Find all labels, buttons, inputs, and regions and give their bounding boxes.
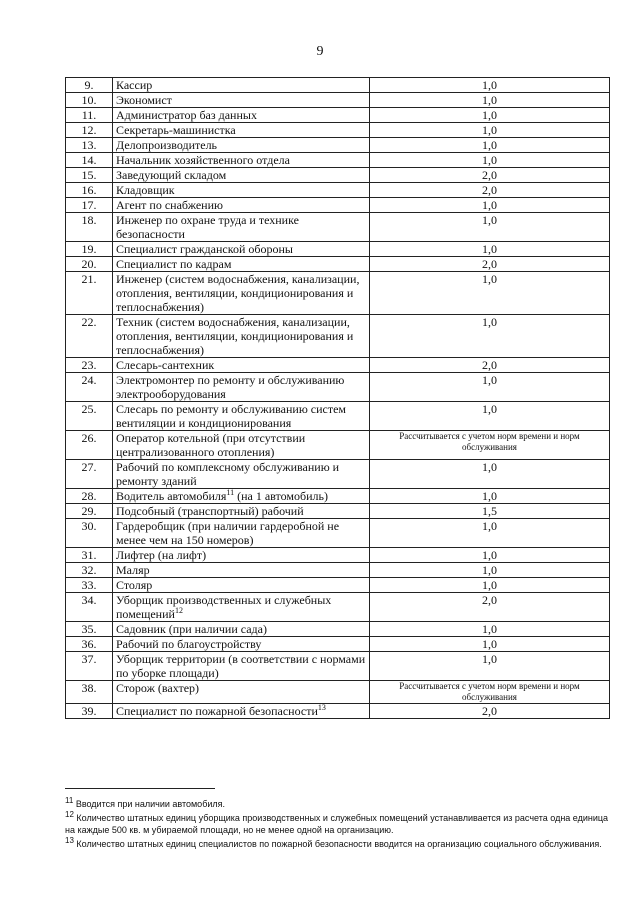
table-row	[66, 652, 610, 681]
position-name	[113, 402, 370, 431]
footnote-ref: 13	[317, 703, 326, 712]
staff-units-value: 1,0	[370, 548, 610, 563]
position-name	[113, 431, 370, 460]
position-name-text: Рабочий по благоустройству	[116, 637, 262, 651]
row-number: 24.	[66, 373, 113, 402]
table-row	[66, 168, 610, 183]
position-name	[113, 272, 370, 315]
position-name-text: Лифтер (на лифт)	[116, 548, 207, 562]
position-name	[113, 242, 370, 257]
position-name	[113, 123, 370, 138]
position-name-text: Гардеробщик (при наличии гардеробной не менее чем на 150 номеров)	[116, 519, 340, 547]
table-row	[66, 272, 610, 315]
position-name	[113, 183, 370, 198]
staff-units-value: 1,0	[370, 123, 610, 138]
position-name	[113, 257, 370, 272]
position-name-text: Специалист по кадрам	[116, 257, 232, 271]
staff-units-value: 2,0	[370, 183, 610, 198]
position-name	[113, 78, 370, 93]
position-name	[113, 489, 370, 504]
row-number: 23.	[66, 358, 113, 373]
staff-units-value: 2,0	[370, 168, 610, 183]
position-name	[113, 153, 370, 168]
footnote	[65, 812, 610, 836]
position-name-text: Подсобный (транспортный) рабочий	[116, 504, 304, 518]
staff-units-value: 1,0	[370, 563, 610, 578]
table-row	[66, 93, 610, 108]
position-name	[113, 198, 370, 213]
row-number: 9.	[66, 78, 113, 93]
table-row	[66, 622, 610, 637]
row-number: 28.	[66, 489, 113, 504]
position-name-text: Слесарь по ремонту и обслуживанию систем вентиляции и кондиционирования	[116, 402, 347, 430]
footnote-ref: 12	[174, 606, 183, 615]
staff-units-value: 1,0	[370, 242, 610, 257]
footnote-text: Количество штатных единиц специалистов по пожарной безопасности вводится на организацию социального обслуживания.	[73, 839, 602, 849]
row-number: 31.	[66, 548, 113, 563]
staff-units-value: 1,0	[370, 153, 610, 168]
row-number: 15.	[66, 168, 113, 183]
table-row	[66, 593, 610, 622]
staff-units-value: 1,0	[370, 213, 610, 242]
position-name-text: Оператор котельной (при отсутствии централизованного отопления)	[116, 431, 306, 459]
table-row	[66, 153, 610, 168]
staff-units-value: 1,0	[370, 460, 610, 489]
position-name-text: Специалист гражданской обороны	[116, 242, 293, 256]
position-name	[113, 519, 370, 548]
position-name	[113, 168, 370, 183]
table-row	[66, 138, 610, 153]
position-name-text: Электромонтер по ремонту и обслуживанию электрооборудования	[116, 373, 345, 401]
page-number: 9	[316, 44, 324, 59]
row-number: 16.	[66, 183, 113, 198]
staff-units-value: 1,0	[370, 519, 610, 548]
row-number: 10.	[66, 93, 113, 108]
position-name	[113, 504, 370, 519]
position-name	[113, 315, 370, 358]
position-name	[113, 637, 370, 652]
table-row	[66, 213, 610, 242]
position-name	[113, 681, 370, 704]
position-name	[113, 460, 370, 489]
position-name	[113, 548, 370, 563]
staff-units-value: Рассчитывается с учетом норм времени и норм обслуживания	[370, 681, 610, 704]
position-name-text: Инженер по охране труда и технике безопасности	[116, 213, 299, 241]
staff-units-value: 1,0	[370, 78, 610, 93]
row-number: 38.	[66, 681, 113, 704]
position-name-text: Делопроизводитель	[116, 138, 218, 152]
table-row	[66, 704, 610, 719]
footnote-mark: 13	[65, 836, 74, 845]
footnote-ref: 11	[226, 488, 235, 497]
position-name-text: Сторож (вахтер)	[116, 681, 200, 695]
row-number: 14.	[66, 153, 113, 168]
table-row	[66, 431, 610, 460]
footnotes	[65, 798, 610, 852]
table-row	[66, 637, 610, 652]
table-row	[66, 519, 610, 548]
table-row	[66, 548, 610, 563]
position-name	[113, 138, 370, 153]
table-row	[66, 257, 610, 272]
footnote	[65, 798, 610, 810]
position-name-text: Рабочий по комплексному обслуживанию и ремонту зданий	[116, 460, 340, 488]
staff-units-value: 1,0	[370, 108, 610, 123]
position-name-text: Инженер (систем водоснабжения, канализации, отопления, вентиляции, кондиционирования и теплоснабжения)	[116, 272, 360, 314]
row-number: 11.	[66, 108, 113, 123]
position-name-text: Уборщик территории (в соответствии с нормами по уборке площади)	[116, 652, 366, 680]
staff-units-value: 1,5	[370, 504, 610, 519]
staff-units-value: 1,0	[370, 637, 610, 652]
staff-units-value: 1,0	[370, 93, 610, 108]
table-row	[66, 489, 610, 504]
footnote-mark: 11	[65, 796, 74, 805]
position-name-text: Начальник хозяйственного отдела	[116, 153, 290, 167]
staff-units-value: 1,0	[370, 198, 610, 213]
table-row	[66, 183, 610, 198]
row-number: 20.	[66, 257, 113, 272]
row-number: 29.	[66, 504, 113, 519]
position-name-text: Садовник (при наличии сада)	[116, 622, 267, 636]
table-row	[66, 460, 610, 489]
row-number: 34.	[66, 593, 113, 622]
position-name-text: Слесарь-сантехник	[116, 358, 215, 372]
position-name	[113, 578, 370, 593]
position-name	[113, 652, 370, 681]
position-name-text: Специалист по пожарной безопасности	[116, 704, 318, 718]
staff-units-value: 2,0	[370, 704, 610, 719]
row-number: 39.	[66, 704, 113, 719]
row-number: 19.	[66, 242, 113, 257]
table-row	[66, 563, 610, 578]
table-row	[66, 681, 610, 704]
staff-units-value: 1,0	[370, 622, 610, 637]
staff-units-value: 2,0	[370, 358, 610, 373]
position-name-text: Заведующий складом	[116, 168, 227, 182]
table-row	[66, 123, 610, 138]
position-name-text: Водитель автомобиля	[116, 489, 227, 503]
row-number: 21.	[66, 272, 113, 315]
table-row	[66, 578, 610, 593]
row-number: 36.	[66, 637, 113, 652]
footnote-mark: 12	[65, 810, 74, 819]
table-row	[66, 504, 610, 519]
footnote-divider	[65, 788, 215, 789]
staff-units-value: Рассчитывается с учетом норм времени и норм обслуживания	[370, 431, 610, 460]
row-number: 17.	[66, 198, 113, 213]
position-name-text: Кассир	[116, 78, 153, 92]
staffing-table	[65, 77, 610, 719]
row-number: 13.	[66, 138, 113, 153]
position-name	[113, 704, 370, 719]
position-name-text: Столяр	[116, 578, 153, 592]
position-name-text: Кладовщик	[116, 183, 175, 197]
position-name-text: Секретарь-машинистка	[116, 123, 236, 137]
position-name-text: Уборщик производственных и служебных помещений	[116, 593, 332, 621]
table-row	[66, 315, 610, 358]
row-number: 12.	[66, 123, 113, 138]
row-number: 22.	[66, 315, 113, 358]
row-number: 18.	[66, 213, 113, 242]
position-name	[113, 593, 370, 622]
position-name-text: Администратор баз данных	[116, 108, 257, 122]
position-name	[113, 93, 370, 108]
table-row	[66, 358, 610, 373]
position-name-text: Экономист	[116, 93, 172, 107]
staff-units-value: 1,0	[370, 272, 610, 315]
row-number: 37.	[66, 652, 113, 681]
position-name	[113, 563, 370, 578]
table-row	[66, 402, 610, 431]
staff-units-value: 1,0	[370, 652, 610, 681]
row-number: 27.	[66, 460, 113, 489]
position-name	[113, 358, 370, 373]
row-number: 26.	[66, 431, 113, 460]
staff-units-value: 1,0	[370, 373, 610, 402]
position-name-suffix: (на 1 автомобиль)	[234, 489, 328, 503]
footnote	[65, 838, 610, 850]
position-name-text: Техник (систем водоснабжения, канализации, отопления, вентиляции, кондиционирования и теплоснабжения)	[116, 315, 354, 357]
table-row	[66, 242, 610, 257]
footnote-text: Вводится при наличии автомобиля.	[73, 799, 225, 809]
position-name	[113, 373, 370, 402]
staff-units-value: 2,0	[370, 593, 610, 622]
staff-units-value: 1,0	[370, 402, 610, 431]
table-row	[66, 373, 610, 402]
row-number: 33.	[66, 578, 113, 593]
row-number: 25.	[66, 402, 113, 431]
position-name	[113, 622, 370, 637]
staff-units-value: 2,0	[370, 257, 610, 272]
position-name-text: Агент по снабжению	[116, 198, 223, 212]
row-number: 30.	[66, 519, 113, 548]
footnote-text: Количество штатных единиц уборщика производственных и служебных помещений устанавливается из расчета одна единица на каждые 500 кв. м убираемой площади, но не менее одной на организацию.	[65, 813, 609, 835]
row-number: 35.	[66, 622, 113, 637]
table-row	[66, 108, 610, 123]
staff-units-value: 1,0	[370, 138, 610, 153]
row-number: 32.	[66, 563, 113, 578]
staff-units-value: 1,0	[370, 578, 610, 593]
position-name	[113, 108, 370, 123]
staff-units-value: 1,0	[370, 315, 610, 358]
position-name	[113, 213, 370, 242]
table-row	[66, 78, 610, 93]
staff-units-value: 1,0	[370, 489, 610, 504]
table-row	[66, 198, 610, 213]
position-name-text: Маляр	[116, 563, 150, 577]
